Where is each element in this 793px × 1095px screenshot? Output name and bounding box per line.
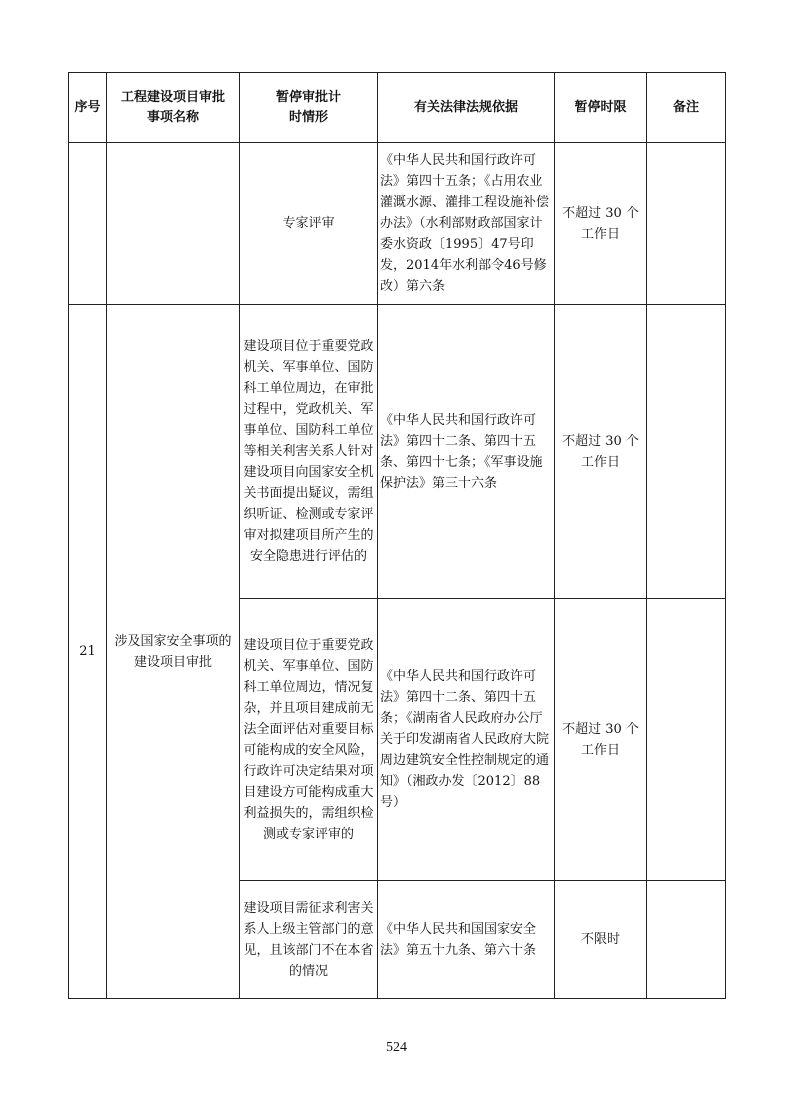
header-project-name: 工程建设项目审批事项名称 — [107, 73, 240, 143]
suspend-limit-cell: 不超过 30 个工作日 — [555, 143, 647, 305]
project-name-cell — [107, 143, 240, 305]
suspend-case-cell: 建设项目位于重要党政机关、军事单位、国防科工单位周边，情况复杂，并且项目建成前无法全面评估对重要目标可能构成的安全风险，行政许可决定结果对项目建设方可能构成重大利益损失的，需组织检测或专家评审的 — [240, 599, 378, 881]
approval-suspension-table — [68, 72, 726, 999]
header-remarks: 备注 — [647, 73, 726, 143]
legal-basis-cell: 《中华人民共和国行政许可法》第四十二条、第四十五条；《湖南省人民政府办公厅关于印发湖南省人民政府大院周边建筑安全性控制规定的通知》（湘政办发〔2012〕88号） — [378, 599, 555, 881]
suspend-limit-cell: 不超过 30 个工作日 — [555, 305, 647, 599]
header-suspend-limit: 暂停时限 — [555, 73, 647, 143]
legal-basis-cell: 《中华人民共和国行政许可法》第四十五条；《占用农业灌溉水源、灌排工程设施补偿办法》（水利部财政部国家计委水资政〔1995〕47号印发，2014年水利部令46号修改）第六条 — [378, 143, 555, 305]
legal-basis-cell: 《中华人民共和国行政许可法》第四十二条、第四十五条、第四十七条；《军事设施保护法》第三十六条 — [378, 305, 555, 599]
seq-cell: 21 — [69, 305, 107, 999]
remarks-cell — [647, 881, 726, 999]
page-number: 524 — [386, 1040, 407, 1055]
header-seq: 序号 — [69, 73, 107, 143]
seq-cell — [69, 143, 107, 305]
suspend-case-cell: 建设项目位于重要党政机关、军事单位、国防科工单位周边，在审批过程中，党政机关、军事单位、国防科工单位等相关利害关系人针对建设项目向国家安全机关书面提出疑议，需组织听证、检测或专家评审对拟建项目所产生的安全隐患进行评估的 — [240, 305, 378, 599]
header-suspend-case: 暂停审批计时情形 — [240, 73, 378, 143]
table-row — [69, 143, 726, 305]
legal-basis-cell: 《中华人民共和国国家安全法》第五十九条、第六十条 — [378, 881, 555, 999]
remarks-cell — [647, 305, 726, 599]
suspend-limit-cell: 不超过 30 个工作日 — [555, 599, 647, 881]
suspend-limit-cell: 不限时 — [555, 881, 647, 999]
table-header-row — [69, 73, 726, 143]
header-legal-basis: 有关法律法规依据 — [378, 73, 555, 143]
remarks-cell — [647, 143, 726, 305]
remarks-cell — [647, 599, 726, 881]
suspend-case-cell: 专家评审 — [240, 143, 378, 305]
project-name-cell: 涉及国家安全事项的建设项目审批 — [107, 305, 240, 999]
table-row — [69, 305, 726, 599]
suspend-case-cell: 建设项目需征求利害关系人上级主管部门的意见，且该部门不在本省的情况 — [240, 881, 378, 999]
